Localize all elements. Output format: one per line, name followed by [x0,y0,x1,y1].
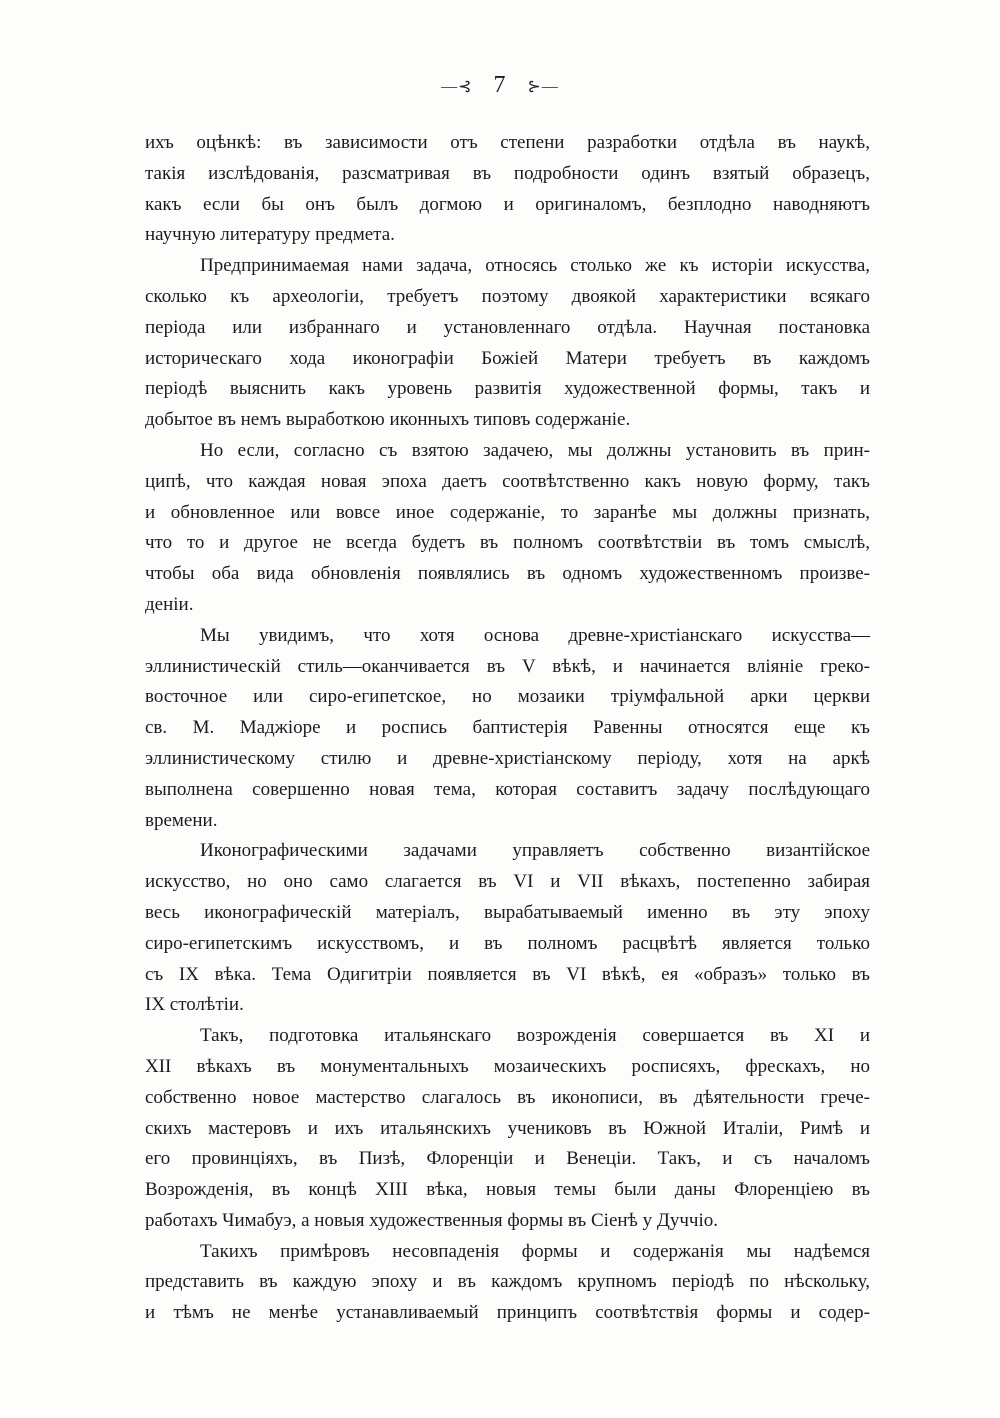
ornament-right-icon: ⊱— [527,78,559,96]
text-line: Мы увидимъ, что хотя основа древне-христіанскаго искусства— [200,624,870,646]
text-line: чтобы оба вида обновленія появлялись въ одномъ художественномъ произве- [145,563,870,585]
text-line: и тѣмъ не менѣе устанавливаемый принципъ соотвѣтствія формы и содер- [145,1302,870,1324]
paragraph [145,436,870,621]
text-line: деніи. [145,593,194,615]
paragraph [145,621,870,837]
text-line: Но если, согласно съ взятою задачею, мы должны установить въ прин- [200,439,870,461]
text-line: Такихъ примѣровъ несовпаденія формы и содержанія мы надѣемся [200,1240,870,1262]
text-line: искусство, но оно само слагается въ VI и VII вѣкахъ, постепенно забирая [145,871,870,893]
page-number: 7 [493,72,507,98]
text-line: скихъ мастеровъ и ихъ итальянскихъ учениковъ въ Южной Италіи, Римѣ и [145,1117,870,1139]
text-line: Возрожденія, въ концѣ XIII вѣка, новыя темы были даны Флоренціею въ [145,1179,870,1201]
text-line: собственно новое мастерство слагалось въ иконописи, въ дѣятельности грече- [145,1086,870,1108]
text-line: добытое въ немъ выработкою иконныхъ типовъ содержаніе. [145,409,631,431]
text-line: Такъ, подготовка итальянскаго возрожденія совершается въ XI и [200,1025,870,1047]
text-line: какъ если бы онъ былъ догмою и оригиналомъ, безплодно наводняютъ [145,193,870,215]
text-line: Предпринимаемая нами задача, относясь столько же къ исторіи искусства, [200,255,870,277]
text-line: такія изслѣдованія, разсматривая въ подробности одинъ взятый образецъ, [145,162,870,184]
text-line: періода или избраннаго и установленнаго отдѣла. Научная постановка [145,316,870,338]
body-text [145,128,870,1329]
text-line: восточное или сиро-египетское, но мозаики тріумфальной арки церкви [145,686,870,708]
paragraph [145,1021,870,1237]
paragraph [145,251,870,436]
paragraph [145,1237,870,1329]
ornament-left-icon: —⊰ [441,78,473,96]
text-line: и обновленное или вовсе иное содержаніе, то заранѣе мы должны признать, [145,501,870,523]
text-line: работахъ Чимабуэ, а новыя художественныя формы въ Сіенѣ у Дуччіо. [145,1209,718,1231]
text-line: сиро-египетскимъ искусствомъ, и въ полномъ расцвѣтѣ является только [145,932,870,954]
text-line: съ IX вѣка. Тема Одигитріи появляется въ VI вѣкѣ, ея «образъ» только въ [145,963,870,985]
text-line: ихъ оцѣнкѣ: въ зависимости отъ степени разработки отдѣла въ наукѣ, [145,132,870,153]
text-line: св. М. Маджіоре и роспись баптистерія Равенны относятся еще къ [145,717,870,739]
text-line: весь иконографическій матеріалъ, вырабатываемый именно въ эту эпоху [145,901,870,923]
text-line: сколько къ археологіи, требуетъ поэтому двоякой характеристики всякаго [145,285,870,307]
text-line: IX столѣтіи. [145,994,244,1016]
paragraph [145,128,870,251]
text-line: представить въ каждую эпоху и въ каждомъ крупномъ періодѣ по нѣскольку, [145,1271,870,1293]
text-line: историческаго хода иконографіи Божіей Матери требуетъ въ каждомъ [145,347,870,369]
page-header [0,72,1000,99]
text-line: что то и другое не всегда будетъ въ полномъ соотвѣтствіи въ томъ смыслѣ, [145,532,870,554]
text-line: времени. [145,809,218,831]
paragraph [145,836,870,1021]
text-line: ципѣ, что каждая новая эпоха даетъ соотвѣтственно какъ новую форму, такъ [145,470,870,492]
text-line: эллинистическому стилю и древне-христіанскому періоду, хотя на аркѣ [145,747,870,769]
text-line: выполнена совершенно новая тема, которая составитъ задачу послѣдующаго [145,778,870,800]
text-line: научную литературу предмета. [145,224,395,246]
text-line: Иконографическими задачами управляетъ собственно византійское [200,840,870,862]
text-line: XII вѣкахъ въ монументальныхъ мозаическихъ росписяхъ, фрескахъ, но [145,1055,870,1077]
text-line: періодѣ выяснить какъ уровень развитія художественной формы, такъ и [145,378,870,400]
text-line: эллинистическій стиль—оканчивается въ V вѣкѣ, и начинается вліяніе греко- [145,655,870,677]
text-line: его провинціяхъ, въ Пизѣ, Флоренціи и Венеціи. Такъ, и съ началомъ [145,1148,870,1170]
